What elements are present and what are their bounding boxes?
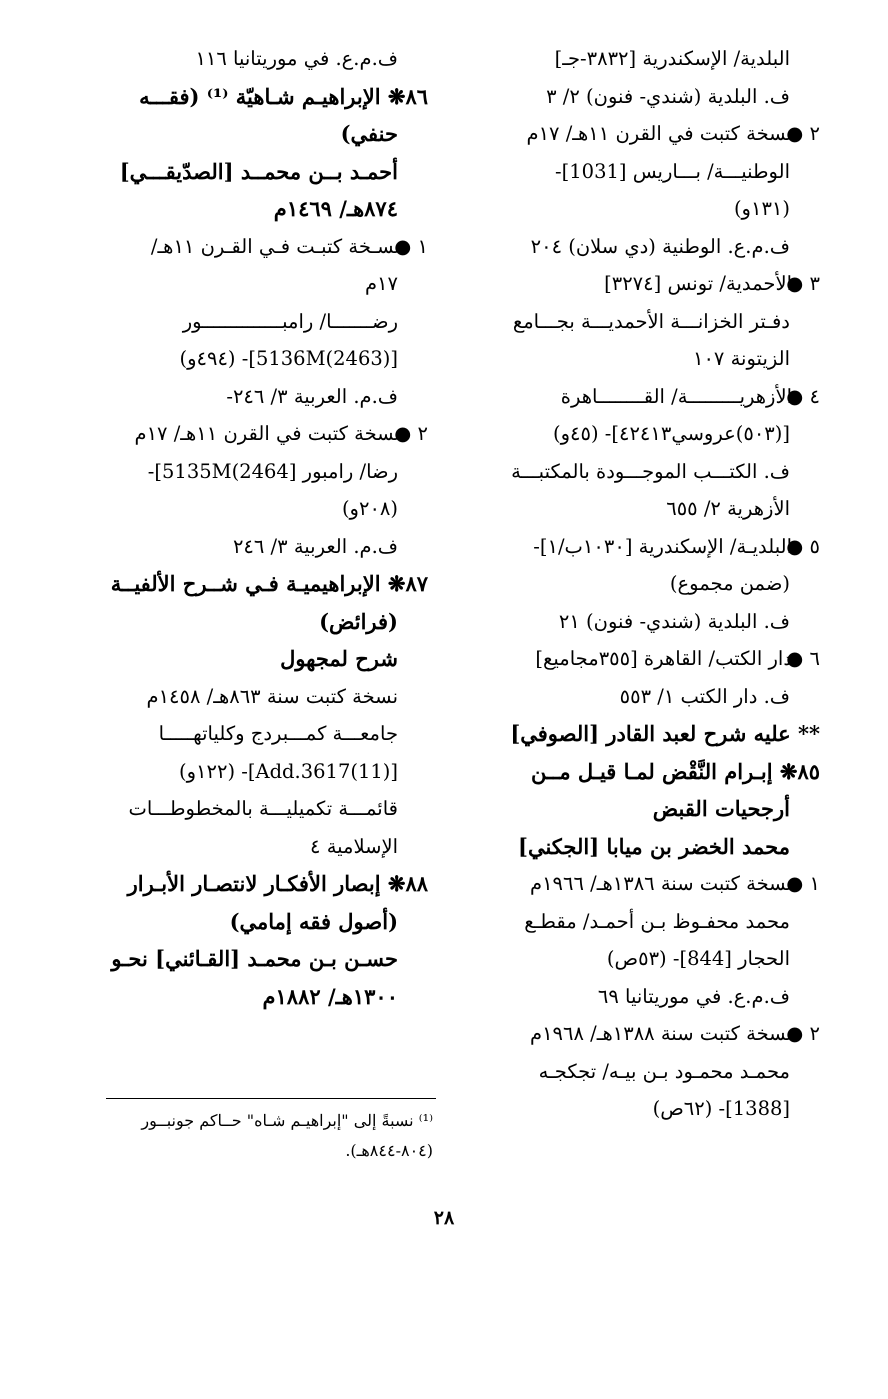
footnote-line: (٨٠٤-٨٤٤هـ). — [345, 1141, 433, 1160]
entry-text-line — [470, 453, 820, 491]
footnote-divider — [106, 1098, 436, 1099]
right-column — [470, 40, 820, 1128]
line-text: الأزهرية ٢/ ٦٥٥ — [666, 497, 790, 520]
entry-heading-line — [470, 790, 820, 828]
line-text: الحجار [844]- (٥٣ص) — [606, 947, 790, 970]
entry-text-line — [470, 1015, 820, 1053]
line-text: دار الكتب/ القاهرة [٣٥٥مجاميع] — [535, 647, 792, 670]
bullet-marker: ٢ ● — [394, 422, 428, 445]
entry-text-line — [470, 303, 820, 341]
entry-text-line — [88, 265, 428, 303]
line-text: محمد الخضر بن ميابا [الجكني] — [518, 833, 790, 859]
line-text: ف. البلدية (شندي- فنون) ٢/ ٣ — [546, 84, 790, 108]
entry-heading-line — [88, 640, 428, 678]
line-text: الأحمدية/ تونس [٣٢٧٤] — [604, 272, 792, 295]
line-text: ف.م.ع. في موريتانيا ٦٩ — [597, 984, 790, 1008]
entry-text-line — [470, 228, 820, 266]
line-text: (٢٠٨و) — [341, 497, 398, 520]
entry-text-line — [88, 415, 428, 453]
line-text: جامعـــة كمـــبردج وكلياتهـــــا — [158, 722, 398, 745]
entry-heading-line — [470, 715, 820, 753]
line-text: رضا/ رامبور [2464)5135M]- — [147, 459, 398, 483]
entry-text-line — [88, 40, 428, 78]
line-text: [(2463)5136M]- (٤٩٤و) — [179, 347, 398, 370]
entry-text-line — [88, 753, 428, 791]
entry-text-line — [88, 715, 428, 753]
line-text: الوطنيـــة/ بـــاريس [1031]- — [555, 159, 790, 183]
entry-text-line — [470, 265, 820, 303]
footnote — [83, 1106, 433, 1166]
entry-text-line — [470, 115, 820, 153]
bullet-marker: ٢ ● — [786, 1022, 820, 1045]
entry-text-line — [470, 78, 820, 116]
line-text: الإسلامية ٤ — [310, 834, 398, 858]
bullet-marker: ١ ● — [786, 872, 820, 895]
line-text: ف.م. العربية ٣/ ٢٤٦- — [226, 384, 398, 408]
line-text: ٨٧٤هـ/ ١٤٦٩م — [273, 196, 398, 221]
line-text: ٨٦❋ الإبراهيـم شـاهيّة ⁽¹⁾ (فقـــه — [139, 83, 428, 109]
entry-text-line — [470, 378, 820, 416]
line-text: نسخة كتبت في القرن ١١هـ/ ١٧م — [526, 122, 792, 145]
bullet-marker: ١ ● — [394, 234, 428, 258]
line-text: ** عليه شرح لعبد القادر [الصوفي] — [510, 721, 820, 746]
line-text: ٨٧❋ الإبراهيميـة فـي شــرح الألفيــة — [110, 571, 428, 596]
bullet-marker: ٦ ● — [786, 647, 820, 670]
line-text: نسخة كتبت سنة ٨٦٣هـ/ ١٤٥٨م — [146, 684, 398, 708]
entry-text-line — [470, 678, 820, 716]
entry-heading-line — [88, 153, 428, 191]
bullet-marker: ٤ ● — [786, 384, 820, 408]
entry-text-line — [470, 153, 820, 191]
entry-text-line — [470, 40, 820, 78]
entry-text-line — [88, 490, 428, 528]
entry-text-line — [470, 865, 820, 903]
line-text: [Add.3617(11)]- (١٢٢و) — [179, 759, 398, 783]
entry-text-line — [88, 303, 428, 341]
line-text: نسخة كتبت في القرن ١١هـ/ ١٧م — [134, 422, 400, 445]
entry-text-line — [470, 978, 820, 1016]
page-number: ٢٨ — [433, 1207, 455, 1229]
line-text: محمد محفـوظ بـن أحمـد/ مقطـع — [524, 909, 790, 933]
line-text: رضـــــــا/ رامبــــــــــــــور — [182, 309, 398, 333]
bullet-marker: ٥ ● — [786, 534, 820, 558]
line-text: دفـتر الخزانـــة الأحمديـــة بجـــامع — [512, 309, 790, 333]
entry-text-line — [470, 903, 820, 941]
entry-text-line — [88, 378, 428, 416]
entry-heading-line — [88, 940, 428, 978]
left-column — [88, 40, 428, 1015]
entry-text-line — [470, 603, 820, 641]
entry-text-line — [470, 565, 820, 603]
line-text: قائمـــة تكميليـــة بالمخطوطـــات — [128, 797, 398, 820]
line-text: ف.م. العربية ٣/ ٢٤٦ — [232, 534, 398, 558]
entry-heading-line — [470, 753, 820, 791]
line-text: (١٣١و) — [733, 197, 790, 220]
line-text: نسخة كتبت سنة ١٣٨٦هـ/ ١٩٦٦م — [530, 872, 792, 895]
line-text: ف. الكتـــب الموجـــودة بالمكتبـــة — [511, 459, 790, 483]
line-text: (أصول فقه إمامي) — [229, 908, 398, 934]
line-text: حسـن بـن محمـد [القـائني] نحـو — [111, 946, 398, 971]
entry-text-line — [88, 453, 428, 491]
footnote-line: ⁽¹⁾ نسبةً إلى "إبراهيـم شـاه" حــاكم جونبــور — [141, 1111, 433, 1130]
entry-heading-line — [88, 903, 428, 941]
entry-text-line — [470, 640, 820, 678]
entry-text-line — [470, 415, 820, 453]
entry-text-line — [88, 678, 428, 716]
line-text: ١٣٠٠هـ/ ١٨٨٢م — [262, 983, 398, 1009]
entry-heading-line — [88, 978, 428, 1016]
line-text: ٨٨❋ إبصار الأفكـار لانتصـار الأبـرار — [127, 871, 428, 896]
entry-text-line — [470, 490, 820, 528]
line-text: ف. البلدية (شندي- فنون) ٢١ — [558, 609, 790, 633]
entry-text-line — [88, 790, 428, 828]
entry-heading-line — [470, 828, 820, 866]
entry-text-line — [470, 1090, 820, 1128]
line-text: ١٧م — [364, 272, 398, 295]
entry-text-line — [88, 828, 428, 866]
line-text: نسـخة كتبـت فـي القـرن ١١هـ/ — [150, 234, 400, 258]
entry-heading-line — [88, 78, 428, 116]
entry-heading-line — [88, 190, 428, 228]
line-text: (ضمن مجموع) — [669, 572, 790, 595]
entry-text-line — [470, 528, 820, 566]
entry-heading-line — [88, 603, 428, 641]
line-text: [1388]- (٦٢ص) — [652, 1097, 790, 1120]
line-text: الزيتونة ١٠٧ — [692, 347, 790, 370]
line-text: ٨٥❋ إبـرام النَّقْض لمـا قيـل مــن — [531, 758, 820, 784]
line-text: أرجحيات القبض — [652, 796, 790, 821]
line-text: [(٥٠٣)عروسي٤٢٤١٣]- (٤٥و) — [552, 422, 790, 445]
line-text: البلدية/ الإسكندرية [٣٨٣٢-جـ] — [554, 47, 790, 70]
entry-text-line — [470, 940, 820, 978]
entry-text-line — [88, 528, 428, 566]
entry-text-line — [88, 228, 428, 266]
line-text: ف.م.ع. في موريتانيا ١١٦ — [195, 47, 398, 70]
entry-text-line — [470, 190, 820, 228]
line-text: (فرائض) — [319, 608, 398, 634]
entry-heading-line — [88, 565, 428, 603]
line-text: حنفي) — [340, 121, 398, 146]
line-text: أحمـد بــن محمــد [الصدّيقـــي] — [119, 158, 398, 184]
entry-text-line — [470, 340, 820, 378]
bullet-marker: ٣ ● — [786, 272, 820, 295]
line-text: ف.م.ع. الوطنية (دي سلان) ٢٠٤ — [530, 234, 790, 258]
entry-heading-line — [88, 865, 428, 903]
line-text: ف. دار الكتب ١/ ٥٥٣ — [619, 684, 790, 708]
line-text: البلديـة/ الإسكندرية [١٠٣٠ب/١]- — [533, 534, 792, 558]
line-text: نسخة كتبت سنة ١٣٨٨هـ/ ١٩٦٨م — [530, 1022, 792, 1045]
bullet-marker: ٢ ● — [786, 122, 820, 145]
line-text: الأزهريـــــــــة/ القــــــــاهرة — [560, 384, 792, 408]
entry-heading-line — [88, 115, 428, 153]
entry-text-line — [470, 1053, 820, 1091]
line-text: محمـد محمـود بـن بيـه/ تجكجـه — [538, 1059, 790, 1083]
line-text: شرح لمجهول — [280, 646, 398, 671]
entry-text-line — [88, 340, 428, 378]
